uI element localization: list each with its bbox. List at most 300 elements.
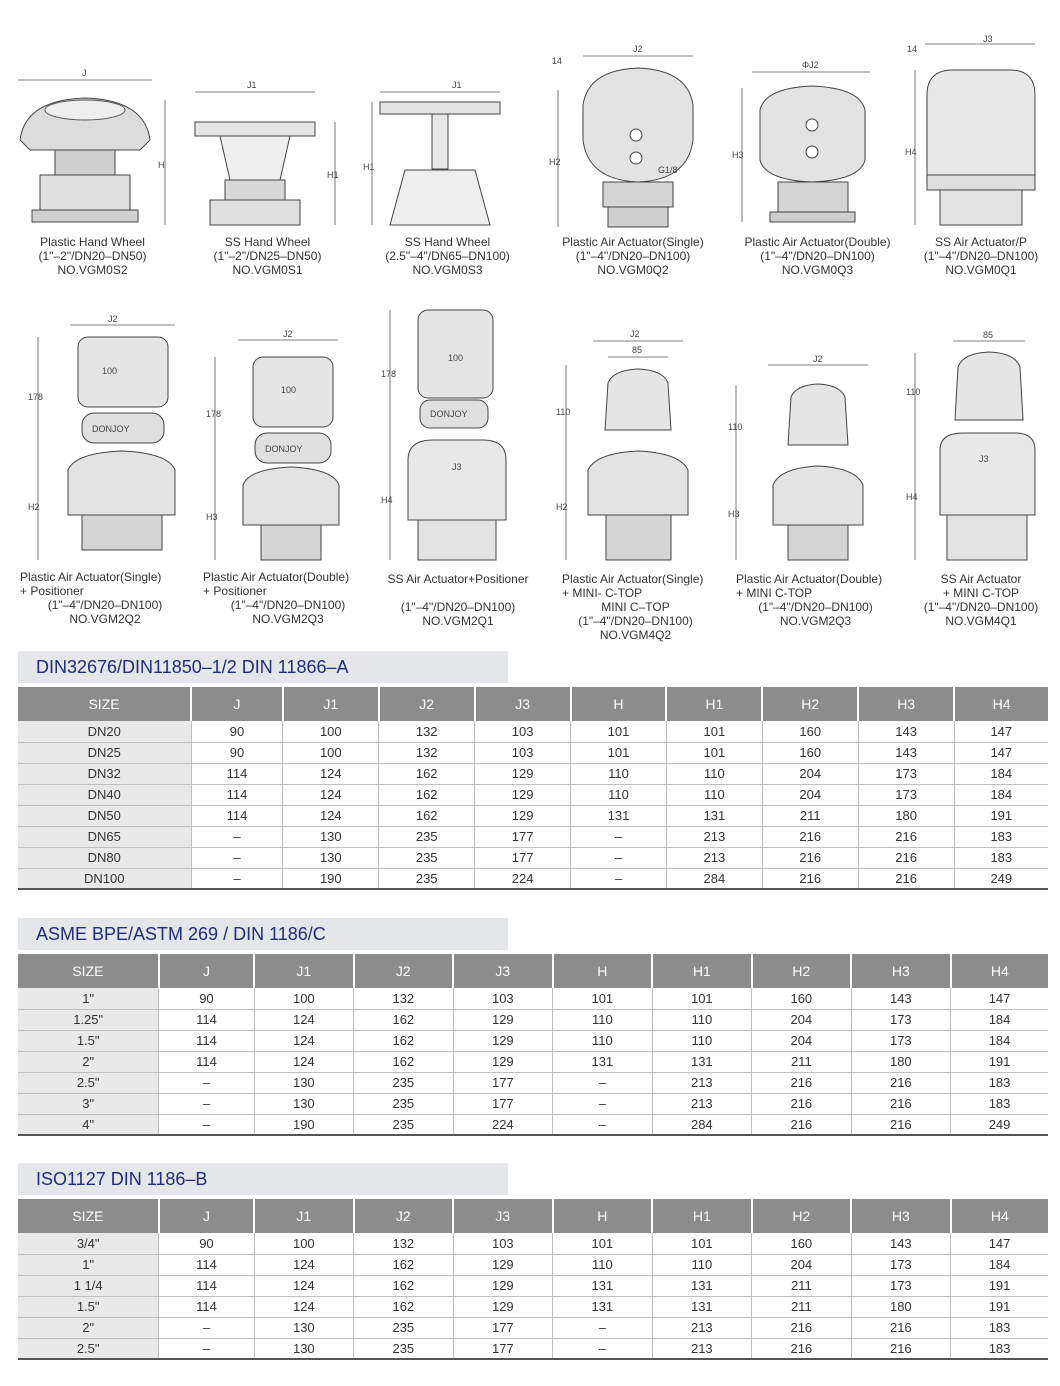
caption-title-sub: + MINI- C-TOP — [562, 586, 643, 600]
value-cell: 110 — [666, 763, 762, 784]
svg-text:178: 178 — [381, 369, 397, 379]
svg-text:DONJOY: DONJOY — [265, 444, 303, 454]
table-row — [18, 1093, 1048, 1114]
ss-mini-ctop-drawing — [905, 305, 1057, 572]
caption-title: Plastic Air Actuator(Double) — [744, 235, 891, 249]
value-cell: 177 — [453, 1093, 553, 1114]
value-cell: 216 — [851, 1338, 951, 1359]
size-cell: DN25 — [18, 742, 191, 763]
value-cell: 184 — [954, 784, 1048, 805]
value-cell: 124 — [254, 1275, 354, 1296]
value-cell: 90 — [159, 1233, 254, 1254]
size-cell: 3" — [18, 1093, 159, 1114]
table-row — [18, 1317, 1048, 1338]
value-cell: 183 — [954, 826, 1048, 847]
column-header-h4: H4 — [951, 954, 1048, 988]
caption-title-sub: + MINI C-TOP — [736, 586, 813, 600]
svg-text:100: 100 — [102, 366, 118, 376]
product-plastic-double-positioner — [203, 305, 373, 626]
column-header-j: J — [159, 954, 254, 988]
caption-number: NO.VGM2Q1 — [422, 614, 494, 628]
value-cell: 132 — [354, 1233, 454, 1254]
column-header-j1: J1 — [254, 954, 354, 988]
value-cell: 131 — [652, 1275, 752, 1296]
size-cell: DN65 — [18, 826, 191, 847]
value-cell: 160 — [752, 1233, 852, 1254]
value-cell: 216 — [851, 1093, 951, 1114]
value-cell: 90 — [191, 721, 283, 742]
value-cell: 103 — [475, 742, 571, 763]
value-cell: – — [553, 1114, 653, 1135]
value-cell: 216 — [851, 1072, 951, 1093]
value-cell: 183 — [951, 1338, 1048, 1359]
caption-title: SS Hand Wheel — [224, 235, 311, 249]
column-header-j1: J1 — [283, 687, 379, 721]
caption-number: NO.VGM2Q3 — [252, 612, 324, 626]
value-cell: 114 — [159, 1030, 254, 1051]
svg-text:J2: J2 — [630, 329, 640, 339]
value-cell: 103 — [453, 1233, 553, 1254]
value-cell: 114 — [159, 1275, 254, 1296]
value-cell: 129 — [475, 805, 571, 826]
value-cell: 160 — [762, 721, 858, 742]
caption-title: Plastic Air Actuator(Single) — [562, 235, 704, 249]
value-cell: 284 — [652, 1114, 752, 1135]
value-cell: 132 — [354, 988, 454, 1009]
value-cell: 124 — [283, 763, 379, 784]
product-plastic-air-actuator-double — [730, 30, 905, 277]
svg-text:J1: J1 — [452, 80, 462, 90]
value-cell: 101 — [666, 721, 762, 742]
svg-text:J1: J1 — [247, 80, 257, 90]
table-header-row — [18, 687, 1048, 721]
column-header-h3: H3 — [851, 954, 951, 988]
value-cell: 180 — [858, 805, 954, 826]
column-header-j2: J2 — [354, 954, 454, 988]
caption-title: SS Hand Wheel — [404, 235, 491, 249]
value-cell: 204 — [752, 1030, 852, 1051]
value-cell: – — [553, 1093, 653, 1114]
value-cell: 213 — [652, 1317, 752, 1338]
size-cell: 1.25" — [18, 1009, 159, 1030]
caption-size: (1"–4"/DN20–DN100) — [47, 598, 163, 612]
table-row — [18, 1296, 1048, 1317]
plastic-single-positioner-drawing — [20, 305, 190, 570]
size-cell: 2" — [18, 1051, 159, 1072]
product-row-2 — [0, 305, 1060, 655]
value-cell: 177 — [475, 826, 571, 847]
value-cell: 110 — [652, 1009, 752, 1030]
value-cell: 235 — [354, 1338, 454, 1359]
value-cell: 130 — [283, 847, 379, 868]
value-cell: – — [159, 1114, 254, 1135]
value-cell: 110 — [571, 784, 667, 805]
value-cell: 183 — [951, 1072, 1048, 1093]
value-cell: 173 — [851, 1009, 951, 1030]
size-cell: 1" — [18, 1254, 159, 1275]
caption-size: (1"–4"/DN20–DN100) — [578, 614, 693, 628]
product-row-1 — [0, 30, 1060, 300]
caption-number: NO.VGM0Q2 — [597, 263, 669, 277]
value-cell: 173 — [858, 784, 954, 805]
value-cell: 101 — [553, 988, 653, 1009]
product-ss-hand-wheel-small — [185, 30, 350, 277]
value-cell: 183 — [951, 1093, 1048, 1114]
value-cell: 235 — [379, 868, 475, 889]
value-cell: 162 — [354, 1030, 454, 1051]
value-cell: 183 — [951, 1317, 1048, 1338]
value-cell: – — [159, 1072, 254, 1093]
column-header-h1: H1 — [652, 1199, 752, 1233]
product-plastic-double-mini-ctop — [728, 305, 903, 628]
value-cell: 204 — [762, 763, 858, 784]
svg-text:H2: H2 — [549, 157, 561, 167]
svg-text:H: H — [158, 160, 165, 170]
column-header-j: J — [191, 687, 283, 721]
size-cell: 2" — [18, 1317, 159, 1338]
value-cell: 160 — [762, 742, 858, 763]
caption-title: Plastic Air Actuator(Double) — [203, 570, 350, 584]
svg-text:85: 85 — [632, 345, 643, 355]
svg-text:H4: H4 — [905, 147, 917, 157]
value-cell: 130 — [283, 826, 379, 847]
caption-size: (1"–4"/DN20–DN100) — [923, 600, 1039, 614]
table-row — [18, 1275, 1048, 1296]
value-cell: 216 — [752, 1072, 852, 1093]
value-cell: 180 — [851, 1296, 951, 1317]
value-cell: 162 — [354, 1051, 454, 1072]
caption-number: NO.VGM0Q3 — [781, 263, 854, 277]
value-cell: 124 — [283, 784, 379, 805]
size-cell: 2.5" — [18, 1338, 159, 1359]
value-cell: 173 — [851, 1254, 951, 1275]
value-cell: – — [571, 847, 667, 868]
value-cell: 143 — [851, 1233, 951, 1254]
caption-size: (1"–2"/DN20–DN50) — [38, 249, 147, 263]
table-section-iso — [18, 1163, 1048, 1360]
size-cell: 1.5" — [18, 1296, 159, 1317]
column-header-j3: J3 — [475, 687, 571, 721]
caption-number: NO.VGM0Q1 — [945, 263, 1017, 277]
value-cell: 132 — [379, 742, 475, 763]
size-cell: 3/4" — [18, 1233, 159, 1254]
svg-text:178: 178 — [28, 392, 44, 402]
value-cell: 130 — [254, 1317, 354, 1338]
value-cell: 173 — [851, 1030, 951, 1051]
value-cell: 216 — [858, 868, 954, 889]
table-row — [18, 847, 1048, 868]
caption-mini-ctop: MINI C–TOP — [601, 600, 670, 614]
svg-text:J: J — [82, 68, 87, 78]
value-cell: 211 — [752, 1296, 852, 1317]
value-cell: 103 — [475, 721, 571, 742]
value-cell: 114 — [159, 1009, 254, 1030]
svg-text:DONJOY: DONJOY — [92, 424, 130, 434]
value-cell: 114 — [159, 1254, 254, 1275]
value-cell: 103 — [453, 988, 553, 1009]
value-cell: 184 — [951, 1009, 1048, 1030]
value-cell: 190 — [283, 868, 379, 889]
column-header-h2: H2 — [752, 1199, 852, 1233]
caption-title: Plastic Hand Wheel — [40, 235, 145, 249]
value-cell: 162 — [354, 1009, 454, 1030]
column-header-j2: J2 — [379, 687, 475, 721]
value-cell: 101 — [571, 721, 667, 742]
table-header-row — [18, 954, 1048, 988]
value-cell: 184 — [954, 763, 1048, 784]
value-cell: 162 — [379, 763, 475, 784]
value-cell: 129 — [453, 1051, 553, 1072]
svg-text:H4: H4 — [381, 495, 393, 505]
value-cell: 162 — [354, 1254, 454, 1275]
value-cell: 216 — [762, 868, 858, 889]
column-header-size: SIZE — [18, 954, 159, 988]
table-header-row — [18, 1199, 1048, 1233]
value-cell: – — [191, 826, 283, 847]
value-cell: 162 — [379, 805, 475, 826]
value-cell: 224 — [475, 868, 571, 889]
value-cell: 235 — [379, 826, 475, 847]
value-cell: 114 — [191, 805, 283, 826]
caption-title: Plastic Air Actuator(Single) — [20, 570, 162, 584]
value-cell: 90 — [191, 742, 283, 763]
table-section-din — [18, 651, 1048, 890]
dimension-table-iso — [18, 1199, 1048, 1360]
value-cell: 143 — [858, 742, 954, 763]
value-cell: 235 — [354, 1317, 454, 1338]
value-cell: 249 — [954, 868, 1048, 889]
value-cell: 216 — [762, 847, 858, 868]
caption-size: (2.5"–4"/DN65–DN100) — [385, 249, 510, 263]
value-cell: 249 — [951, 1114, 1048, 1135]
caption-size: (1"–4"/DN20–DN100) — [400, 600, 516, 614]
value-cell: 100 — [254, 988, 354, 1009]
caption-size: (1"–2"/DN25–DN50) — [213, 249, 322, 263]
caption-title: SS Air Actuator+Positioner — [387, 572, 529, 586]
value-cell: 131 — [553, 1051, 653, 1072]
caption-title: Plastic Air Actuator(Double) — [736, 572, 883, 586]
value-cell: 132 — [379, 721, 475, 742]
table-row — [18, 1338, 1048, 1359]
value-cell: 101 — [553, 1233, 653, 1254]
value-cell: 211 — [752, 1275, 852, 1296]
caption-number: NO.VGM0S3 — [412, 263, 483, 277]
value-cell: 110 — [553, 1030, 653, 1051]
value-cell: 100 — [283, 742, 379, 763]
size-cell: DN32 — [18, 763, 191, 784]
value-cell: 213 — [652, 1093, 752, 1114]
value-cell: 143 — [851, 988, 951, 1009]
value-cell: 235 — [354, 1093, 454, 1114]
svg-text:J3: J3 — [983, 34, 993, 44]
value-cell: 110 — [553, 1009, 653, 1030]
ss-hand-wheel-large-drawing — [360, 30, 535, 235]
svg-text:85: 85 — [983, 330, 994, 340]
value-cell: 177 — [453, 1338, 553, 1359]
value-cell: 213 — [666, 826, 762, 847]
table-row — [18, 868, 1048, 889]
value-cell: 235 — [354, 1114, 454, 1135]
value-cell: 147 — [951, 988, 1048, 1009]
value-cell: 162 — [354, 1275, 454, 1296]
size-cell: DN20 — [18, 721, 191, 742]
caption-size: (1"–4"/DN20–DN100) — [575, 249, 691, 263]
table-section-asme — [18, 918, 1048, 1136]
value-cell: 110 — [553, 1254, 653, 1275]
value-cell: 147 — [951, 1233, 1048, 1254]
product-plastic-single-positioner — [20, 305, 190, 626]
size-cell: 2.5" — [18, 1072, 159, 1093]
ss-positioner-drawing — [378, 305, 538, 572]
column-header-j: J — [159, 1199, 254, 1233]
caption-title: Plastic Air Actuator(Single) — [562, 572, 704, 586]
svg-text:H1: H1 — [327, 170, 339, 180]
value-cell: 204 — [752, 1009, 852, 1030]
table-row — [18, 763, 1048, 784]
value-cell: 191 — [951, 1051, 1048, 1072]
value-cell: 211 — [762, 805, 858, 826]
caption-size: (1"–4"/DN20–DN100) — [230, 598, 346, 612]
product-ss-air-actuator-p — [905, 30, 1057, 277]
value-cell: 213 — [666, 847, 762, 868]
svg-text:H3: H3 — [732, 150, 744, 160]
svg-text:J2: J2 — [108, 314, 118, 324]
table-row — [18, 1072, 1048, 1093]
column-header-h1: H1 — [652, 954, 752, 988]
value-cell: – — [159, 1317, 254, 1338]
value-cell: 130 — [254, 1093, 354, 1114]
product-ss-mini-ctop — [905, 305, 1057, 628]
column-header-j1: J1 — [254, 1199, 354, 1233]
value-cell: – — [571, 868, 667, 889]
value-cell: 124 — [254, 1254, 354, 1275]
svg-text:H2: H2 — [556, 502, 568, 512]
value-cell: 100 — [283, 721, 379, 742]
value-cell: 124 — [254, 1296, 354, 1317]
column-header-h1: H1 — [666, 687, 762, 721]
value-cell: 216 — [858, 826, 954, 847]
svg-text:H4: H4 — [906, 492, 918, 502]
product-plastic-single-mini-ctop — [548, 305, 723, 642]
column-header-h2: H2 — [752, 954, 852, 988]
value-cell: – — [191, 868, 283, 889]
value-cell: 110 — [666, 784, 762, 805]
size-cell: DN40 — [18, 784, 191, 805]
product-plastic-air-actuator-single — [548, 30, 718, 277]
value-cell: – — [553, 1338, 653, 1359]
table-title: DIN32676/DIN11850–1/2 DIN 11866–A — [18, 651, 508, 683]
value-cell: 204 — [752, 1254, 852, 1275]
value-cell: – — [159, 1338, 254, 1359]
value-cell: – — [571, 826, 667, 847]
svg-text:100: 100 — [448, 353, 464, 363]
value-cell: 129 — [453, 1254, 553, 1275]
svg-text:14: 14 — [907, 44, 918, 54]
value-cell: 101 — [652, 1233, 752, 1254]
value-cell: 235 — [354, 1072, 454, 1093]
value-cell: 184 — [951, 1254, 1048, 1275]
table-row — [18, 805, 1048, 826]
table-row — [18, 1009, 1048, 1030]
value-cell: 173 — [858, 763, 954, 784]
value-cell: 213 — [652, 1072, 752, 1093]
ss-air-actuator-p-drawing — [905, 30, 1057, 235]
value-cell: 129 — [453, 1030, 553, 1051]
svg-text:J2: J2 — [633, 44, 643, 54]
value-cell: 216 — [858, 847, 954, 868]
caption-size: (1"–4"/DN20–DN100) — [760, 249, 875, 263]
svg-text:14: 14 — [552, 56, 563, 66]
plastic-hand-wheel-drawing — [10, 30, 175, 235]
caption-title-sub: + MINI C-TOP — [942, 586, 1020, 600]
size-cell: 1.5" — [18, 1030, 159, 1051]
value-cell: 131 — [553, 1296, 653, 1317]
value-cell: 183 — [954, 847, 1048, 868]
value-cell: 204 — [762, 784, 858, 805]
value-cell: 213 — [652, 1338, 752, 1359]
value-cell: 131 — [652, 1051, 752, 1072]
value-cell: 216 — [762, 826, 858, 847]
caption-title-sub: + Positioner — [203, 584, 267, 598]
value-cell: 216 — [752, 1317, 852, 1338]
size-cell: DN50 — [18, 805, 191, 826]
table-row — [18, 826, 1048, 847]
value-cell: 191 — [951, 1296, 1048, 1317]
column-header-j3: J3 — [453, 1199, 553, 1233]
svg-text:J3: J3 — [979, 454, 989, 464]
value-cell: 147 — [954, 721, 1048, 742]
table-row — [18, 784, 1048, 805]
svg-text:H1: H1 — [363, 162, 375, 172]
svg-text:178: 178 — [206, 409, 222, 419]
value-cell: – — [553, 1317, 653, 1338]
value-cell: 162 — [354, 1296, 454, 1317]
column-header-h: H — [553, 954, 653, 988]
value-cell: – — [191, 847, 283, 868]
value-cell: 216 — [851, 1114, 951, 1135]
value-cell: 124 — [254, 1009, 354, 1030]
value-cell: 180 — [851, 1051, 951, 1072]
column-header-h3: H3 — [858, 687, 954, 721]
caption-size: (1"–4"/DN20–DN100) — [758, 600, 873, 614]
caption-number: NO.VGM0S2 — [57, 263, 128, 277]
value-cell: 131 — [652, 1296, 752, 1317]
table-row — [18, 721, 1048, 742]
column-header-h4: H4 — [954, 687, 1048, 721]
product-ss-hand-wheel-large — [360, 30, 535, 277]
table-row — [18, 1233, 1048, 1254]
value-cell: 110 — [652, 1254, 752, 1275]
value-cell: 211 — [752, 1051, 852, 1072]
column-header-h: H — [553, 1199, 653, 1233]
svg-text:J3: J3 — [452, 462, 462, 472]
value-cell: 224 — [453, 1114, 553, 1135]
value-cell: 101 — [652, 988, 752, 1009]
svg-text:110: 110 — [728, 422, 743, 432]
column-header-j2: J2 — [354, 1199, 454, 1233]
caption-number: NO.VGM0S1 — [232, 263, 303, 277]
value-cell: 110 — [652, 1030, 752, 1051]
caption-title: SS Air Actuator — [940, 572, 1022, 586]
table-row — [18, 1254, 1048, 1275]
value-cell: 124 — [283, 805, 379, 826]
value-cell: 235 — [379, 847, 475, 868]
value-cell: 191 — [951, 1275, 1048, 1296]
value-cell: 130 — [254, 1072, 354, 1093]
plastic-air-actuator-double-drawing — [730, 30, 905, 235]
caption-title-sub: + Positioner — [20, 584, 84, 598]
value-cell: 129 — [453, 1296, 553, 1317]
